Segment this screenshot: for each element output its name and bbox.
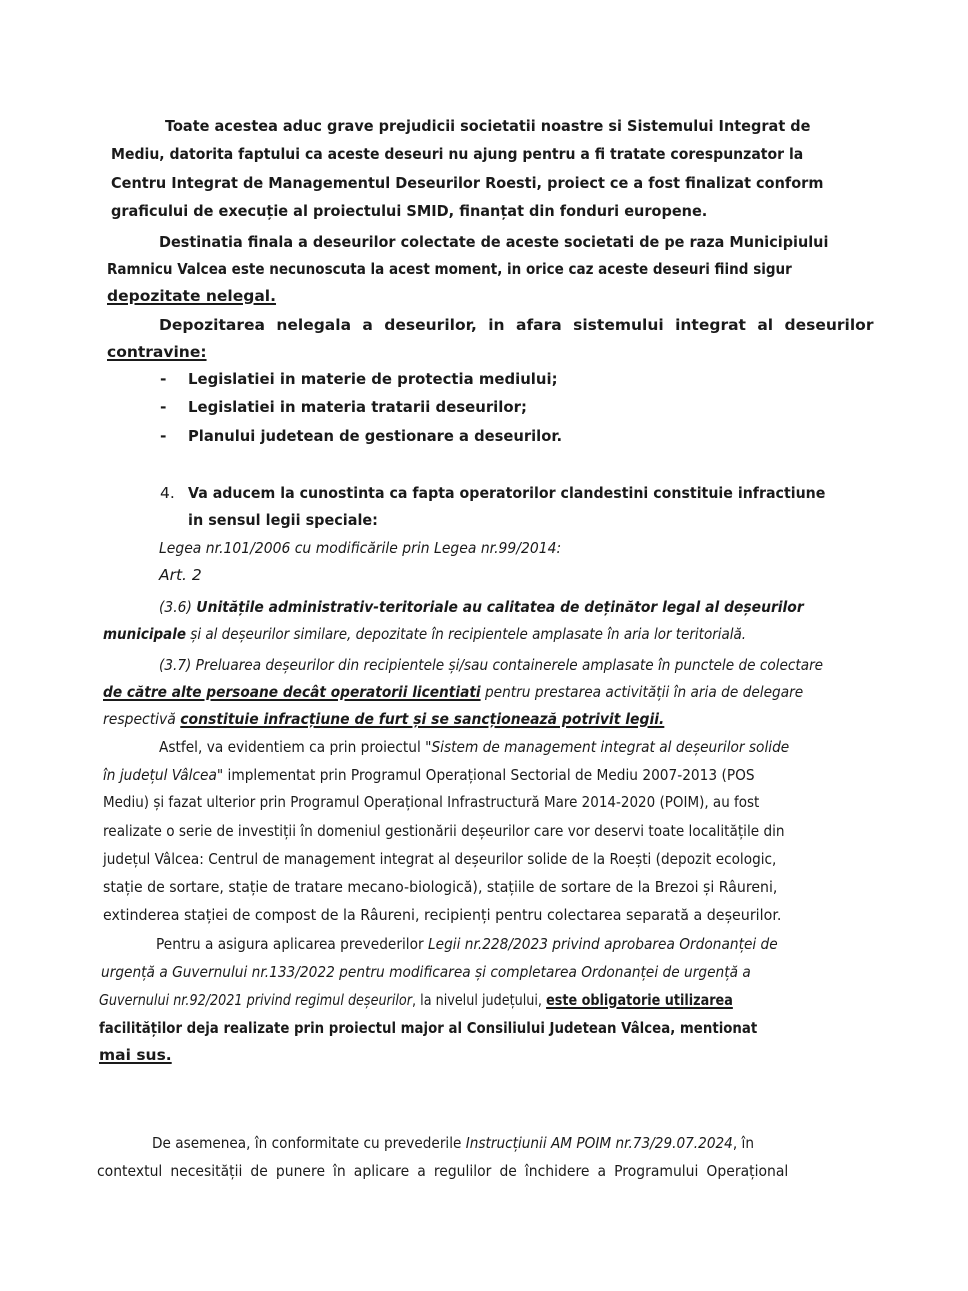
law-title: Legea nr.101/2006 cu modificările prin Legea nr.99/2014:	[159, 539, 562, 557]
item4-number: 4.	[160, 484, 175, 502]
astfel-project-name-end: în județul Vâlcea"	[103, 766, 224, 784]
para2-line3: depozitate nelegal.	[107, 287, 277, 305]
para2-line1: Destinatia finala a deseurilor colectate de aceste societati de pe raza Municipiului	[159, 233, 829, 251]
law-3-6-line2	[103, 624, 842, 644]
pentru-line3	[99, 990, 867, 1010]
list-dash-1: -	[160, 370, 167, 388]
law-3-6-number: (3.6)	[159, 598, 192, 616]
astfel-project-name: Sistem de management integrat al deșeurilor solide	[431, 738, 790, 756]
list-dash-3: -	[160, 427, 167, 445]
pentru-line4: facilităților deja realizate prin proiectul major al Consiliului Judetean Vâlcea, mentionat	[99, 1019, 758, 1037]
para1-line1: Toate acestea aduc grave prejudicii societatii noastre si Sistemului Integrat de	[165, 117, 811, 135]
law-3-7-line1: (3.7) Preluarea deșeurilor din recipientele și/sau containerele amplasate în punctele de colectare	[159, 656, 824, 674]
para1-line4: graficului de execuție al proiectului SMID, finanțat din fonduri europene.	[111, 202, 708, 220]
pentru-line2: urgență a Guvernului nr.133/2022 pentru modificarea și completarea Ordonanței de urgență a	[101, 963, 751, 981]
para1-line3: Centru Integrat de Managementul Deseurilor Roesti, proiect ce a fost finalizat conform	[111, 174, 824, 192]
law-3-7-line3	[103, 709, 727, 729]
pentru-law: Legii nr.228/2023 privind aprobarea Ordonanței de	[427, 935, 778, 953]
item4-line1: Va aducem la cunostinta ca fapta operatorilor clandestini constituie infractiune	[188, 484, 826, 502]
astfel-text-2: implementat prin Programul Operațional Sectorial de Mediu 2007-2013 (POS	[223, 766, 755, 784]
astfel-line1	[159, 737, 871, 757]
deasemenea-text-end: , în	[732, 1134, 754, 1152]
astfel-line5: județul Vâlcea: Centrul de management integrat al deșeurilor solide de la Roești (depozit ecologic,	[103, 850, 777, 868]
para1-line2: Mediu, datorita faptului ca aceste deseuri nu ajung pentru a fi tratate corespunzator la	[111, 145, 804, 163]
law-3-7-infractiune: constituie infracțiune de furt și se sancționează potrivit legii.	[180, 710, 665, 728]
pentru-line5: mai sus.	[99, 1046, 172, 1064]
deasemenea-text: De asemenea, în conformitate cu prevederile	[152, 1134, 466, 1152]
list-item-3: Planului judetean de gestionare a deseurilor.	[188, 427, 563, 445]
law-3-6-rest: și al deșeurilor similare, depozitate în recipientele amplasate în aria lor teritorială.	[186, 625, 747, 643]
deasemenea-line2: contextul necesității de punere în aplicare a regulilor de închidere a Programului Operațional	[97, 1162, 789, 1180]
astfel-line4: realizate o serie de investiții în domeniul gestionării deșeurilor care vor deservi toate localitățile din	[103, 822, 785, 840]
law-3-6-municipale: municipale	[103, 625, 187, 643]
para3-line1: Depozitarea nelegala a deseurilor, in afara sistemului integrat al deseurilor	[159, 316, 874, 334]
item4-line2: in sensul legii speciale:	[188, 511, 378, 529]
list-item-1: Legislatiei in materie de protectia mediului;	[188, 370, 558, 388]
para2-line2: Ramnicu Valcea este necunoscuta la acest moment, in orice caz aceste deseuri fiind sigur	[107, 260, 792, 278]
astfel-line7: extinderea stației de compost de la Râureni, recipienți pentru colectarea separată a deșeurilor.	[103, 906, 782, 924]
law-3-7-rest: pentru prestarea activității în aria de delegare	[480, 683, 804, 701]
astfel-line2	[103, 765, 839, 785]
pentru-line1	[156, 934, 859, 954]
pentru-obligatorie: este obligatorie utilizarea	[546, 991, 733, 1009]
deasemenea-line1	[152, 1133, 836, 1153]
pentru-ordonanta: Guvernului nr.92/2021 privind regimul deșeurilor	[99, 991, 413, 1009]
law-3-6-bold: Unitățile administrativ-teritoriale au calitatea de deținător legal al deșeurilor	[196, 598, 804, 616]
list-item-2: Legislatiei in materia tratarii deseurilor;	[188, 398, 527, 416]
pentru-text: Pentru a asigura aplicarea prevederilor	[156, 935, 428, 953]
astfel-text: Astfel, va evidentiem ca prin proiectul "	[159, 738, 432, 756]
para3-line2: contravine:	[107, 343, 207, 361]
law-3-7-line2	[103, 682, 894, 702]
law-3-7-respectiva: respectivă	[103, 710, 181, 728]
astfel-line6: stație de sortare, stație de tratare mecano-biologică), stațiile de sortare de la Brezoi și Râureni,	[103, 878, 778, 896]
astfel-line3: Mediu) și fazat ulterior prin Programul Operațional Infrastructură Mare 2014-2020 (POIM), au fost	[103, 793, 760, 811]
pentru-text-2: , la nivelul județului,	[412, 991, 547, 1009]
list-dash-2: -	[160, 398, 167, 416]
law-article: Art. 2	[159, 566, 202, 584]
law-3-7-operators: de către alte persoane decât operatorii licentiati	[103, 683, 481, 701]
deasemenea-instructiune: Instrucțiunii AM POIM nr.73/29.07.2024	[465, 1134, 733, 1152]
law-3-6-line1	[159, 597, 879, 617]
